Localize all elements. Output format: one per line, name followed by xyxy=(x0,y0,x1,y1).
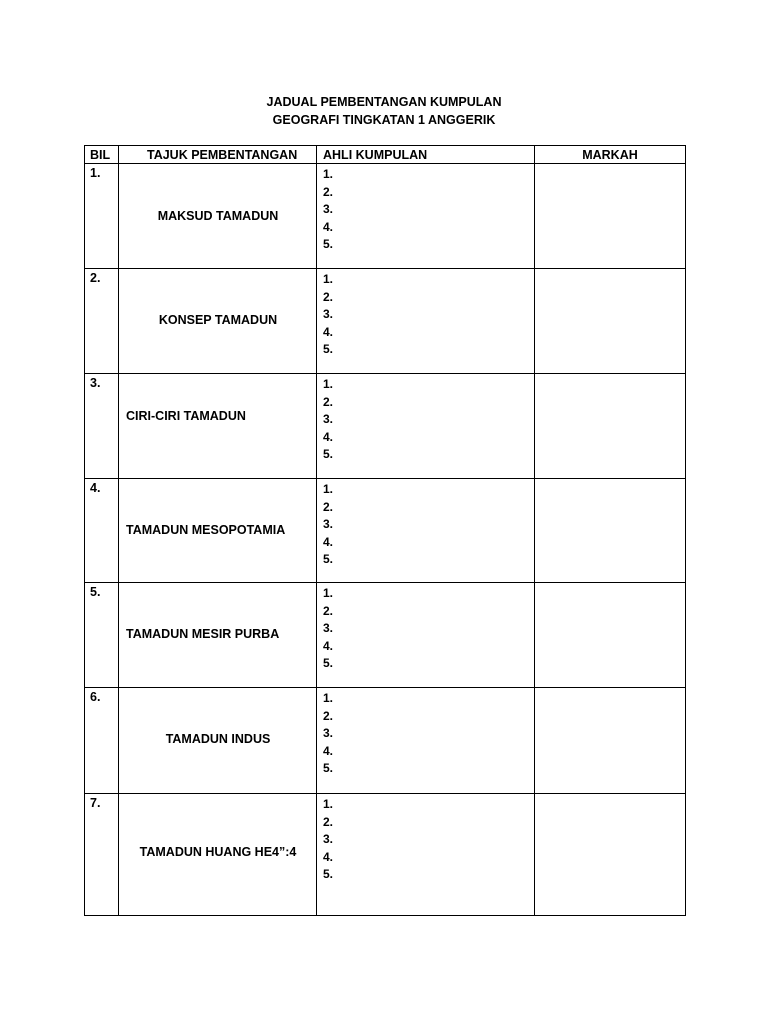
member-slot: 5. xyxy=(323,867,334,881)
member-slot: 2. xyxy=(323,184,334,199)
column-divider xyxy=(534,145,535,916)
row-divider xyxy=(84,373,686,374)
member-list xyxy=(323,271,333,359)
table-border-bottom xyxy=(84,915,686,916)
member-slot: 5. xyxy=(323,237,334,251)
header-topic: TAJUK PEMBENTANGAN xyxy=(147,148,298,162)
topic-cell: TAMADUN MESIR PURBA xyxy=(126,627,280,641)
row-number: 2. xyxy=(90,271,101,285)
header-divider xyxy=(84,163,686,164)
row-number: 3. xyxy=(90,376,101,390)
member-slot: 1. xyxy=(323,691,334,705)
row-divider xyxy=(84,687,686,688)
row-number: 1. xyxy=(90,166,101,180)
member-list xyxy=(323,166,333,254)
member-slot: 1. xyxy=(323,586,334,600)
topic-cell: CIRI-CIRI TAMADUN xyxy=(126,409,246,423)
member-slot: 4. xyxy=(323,638,334,653)
topic-cell: MAKSUD TAMADUN xyxy=(157,209,279,223)
member-slot: 1. xyxy=(323,272,334,286)
member-list xyxy=(323,796,333,884)
member-slot: 3. xyxy=(323,621,334,635)
member-slot: 5. xyxy=(323,552,334,566)
member-list xyxy=(323,481,333,569)
topic-cell: TAMADUN MESOPOTAMIA xyxy=(126,523,286,537)
row-number: 5. xyxy=(90,585,101,599)
member-slot: 5. xyxy=(323,342,334,356)
document-title: JADUAL PEMBENTANGAN KUMPULAN xyxy=(266,95,502,109)
member-slot: 2. xyxy=(323,289,334,304)
member-slot: 1. xyxy=(323,482,334,496)
table-border-right xyxy=(685,145,686,916)
member-slot: 1. xyxy=(323,797,334,811)
member-slot: 4. xyxy=(323,849,334,864)
member-slot: 3. xyxy=(323,517,334,531)
member-slot: 1. xyxy=(323,377,334,391)
member-list xyxy=(323,376,333,464)
header-bil: BIL xyxy=(90,148,111,162)
member-slot: 5. xyxy=(323,447,334,461)
member-slot: 3. xyxy=(323,202,334,216)
member-slot: 3. xyxy=(323,307,334,321)
member-slot: 5. xyxy=(323,656,334,670)
member-slot: 2. xyxy=(323,394,334,409)
member-slot: 2. xyxy=(323,603,334,618)
member-slot: 4. xyxy=(323,534,334,549)
row-divider xyxy=(84,478,686,479)
topic-cell: KONSEP TAMADUN xyxy=(158,313,278,327)
member-slot: 4. xyxy=(323,429,334,444)
row-number: 4. xyxy=(90,481,101,495)
row-number: 7. xyxy=(90,796,101,810)
table-border-top xyxy=(84,145,686,146)
row-divider xyxy=(84,793,686,794)
row-divider xyxy=(84,268,686,269)
topic-cell: TAMADUN HUANG HE4”:4 xyxy=(139,845,297,859)
member-slot: 3. xyxy=(323,832,334,846)
member-slot: 5. xyxy=(323,761,334,775)
member-slot: 4. xyxy=(323,743,334,758)
member-list xyxy=(323,585,333,673)
member-slot: 1. xyxy=(323,167,334,181)
member-slot: 4. xyxy=(323,324,334,339)
member-slot: 2. xyxy=(323,499,334,514)
member-slot: 3. xyxy=(323,412,334,426)
presentation-table xyxy=(84,145,686,916)
member-list xyxy=(323,690,333,778)
header-marks: MARKAH xyxy=(582,148,638,162)
document-subtitle: GEOGRAFI TINGKATAN 1 ANGGERIK xyxy=(272,113,496,127)
row-number: 6. xyxy=(90,690,101,704)
member-slot: 2. xyxy=(323,814,334,829)
table-border-left xyxy=(84,145,85,916)
row-divider xyxy=(84,582,686,583)
member-slot: 2. xyxy=(323,708,334,723)
header-members: AHLI KUMPULAN xyxy=(323,148,428,162)
member-slot: 3. xyxy=(323,726,334,740)
member-slot: 4. xyxy=(323,219,334,234)
topic-cell: TAMADUN INDUS xyxy=(165,732,271,746)
